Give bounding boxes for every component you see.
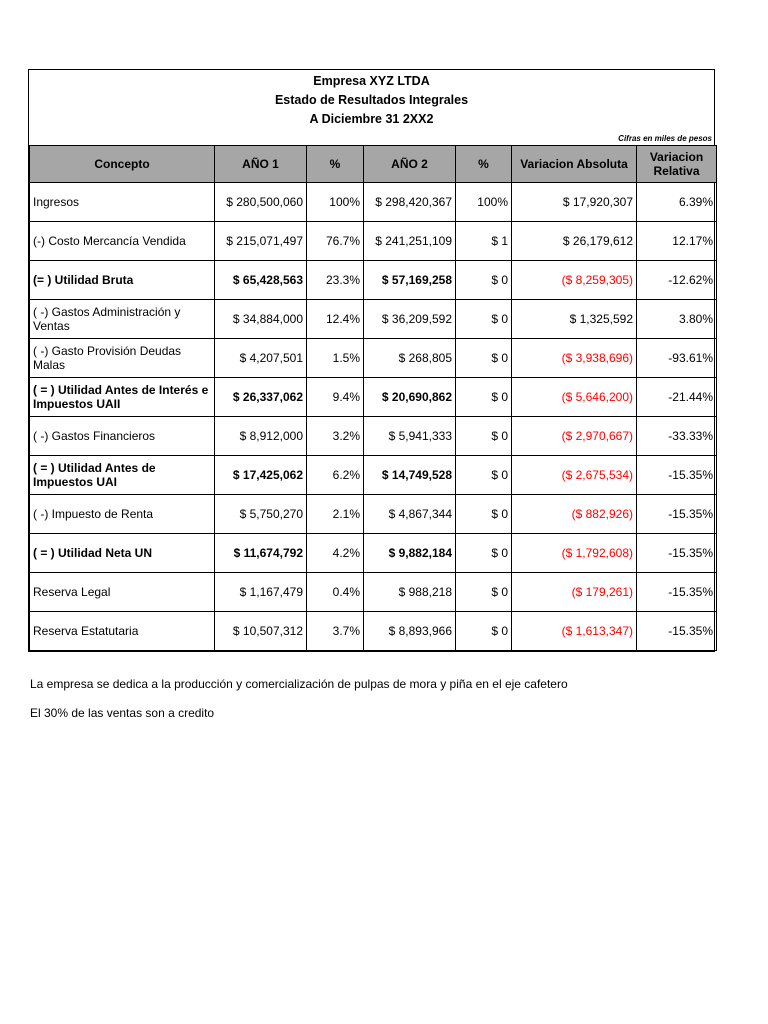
concept-cell: ( = ) Utilidad Neta UN [30, 534, 215, 573]
year2-pct: $ 0 [456, 534, 512, 573]
rel-variation: 6.39% [637, 183, 717, 222]
col-header-pct1: % [307, 146, 364, 183]
income-statement [28, 69, 715, 652]
year1-value: $ 1,167,479 [215, 573, 307, 612]
year2-pct: $ 0 [456, 573, 512, 612]
statement-date: A Diciembre 31 2XX2 [309, 112, 434, 126]
year2-pct: $ 0 [456, 495, 512, 534]
year1-value: $ 17,425,062 [215, 456, 307, 495]
year2-pct: $ 0 [456, 300, 512, 339]
rel-variation: -93.61% [637, 339, 717, 378]
rel-variation: -15.35% [637, 534, 717, 573]
year1-pct: 6.2% [307, 456, 364, 495]
table-row [30, 495, 717, 534]
units-note: Cifras en miles de pesos [618, 134, 712, 143]
abs-variation: ($ 1,613,347) [512, 612, 637, 651]
year1-pct: 4.2% [307, 534, 364, 573]
table-row [30, 378, 717, 417]
table-header-row [30, 146, 717, 183]
table-row [30, 222, 717, 261]
year2-value: $ 5,941,333 [364, 417, 456, 456]
rel-variation: -15.35% [637, 495, 717, 534]
abs-variation: ($ 2,675,534) [512, 456, 637, 495]
abs-variation: ($ 8,259,305) [512, 261, 637, 300]
year2-pct: 100% [456, 183, 512, 222]
year1-value: $ 65,428,563 [215, 261, 307, 300]
abs-variation: $ 17,920,307 [512, 183, 637, 222]
concept-cell: (-) Costo Mercancía Vendida [30, 222, 215, 261]
abs-variation: $ 1,325,592 [512, 300, 637, 339]
year1-pct: 100% [307, 183, 364, 222]
abs-variation: ($ 1,792,608) [512, 534, 637, 573]
table-row [30, 261, 717, 300]
abs-variation: ($ 5,646,200) [512, 378, 637, 417]
year1-value: $ 26,337,062 [215, 378, 307, 417]
year2-value: $ 57,169,258 [364, 261, 456, 300]
footer-note-business: La empresa se dedica a la producción y comercialización de pulpas de mora y piña en el eje cafetero [30, 677, 568, 691]
year1-pct: 1.5% [307, 339, 364, 378]
concept-cell: Reserva Legal [30, 573, 215, 612]
abs-variation: $ 26,179,612 [512, 222, 637, 261]
abs-variation: ($ 882,926) [512, 495, 637, 534]
year1-pct: 2.1% [307, 495, 364, 534]
col-header-pct2: % [456, 146, 512, 183]
concept-cell: Ingresos [30, 183, 215, 222]
year2-value: $ 4,867,344 [364, 495, 456, 534]
rel-variation: -15.35% [637, 573, 717, 612]
table-row [30, 534, 717, 573]
year1-value: $ 280,500,060 [215, 183, 307, 222]
year2-value: $ 14,749,528 [364, 456, 456, 495]
year2-pct: $ 0 [456, 456, 512, 495]
table-row [30, 339, 717, 378]
concept-cell: ( = ) Utilidad Antes de Interés e Impuestos UAII [30, 378, 215, 417]
abs-variation: ($ 179,261) [512, 573, 637, 612]
year2-pct: $ 1 [456, 222, 512, 261]
company-name: Empresa XYZ LTDA [313, 74, 430, 88]
year2-value: $ 36,209,592 [364, 300, 456, 339]
concept-cell: ( -) Gastos Administración y Ventas [30, 300, 215, 339]
abs-variation: ($ 2,970,667) [512, 417, 637, 456]
statement-title: Estado de Resultados Integrales [274, 93, 469, 107]
year1-value: $ 215,071,497 [215, 222, 307, 261]
year1-pct: 12.4% [307, 300, 364, 339]
col-header-year1: AÑO 1 [215, 146, 307, 183]
concept-cell: (= ) Utilidad Bruta [30, 261, 215, 300]
table-row [30, 300, 717, 339]
year1-pct: 0.4% [307, 573, 364, 612]
concept-cell: ( -) Gasto Provisión Deudas Malas [30, 339, 215, 378]
year1-value: $ 5,750,270 [215, 495, 307, 534]
col-header-rel-variation: Variacion Relativa [637, 146, 717, 183]
year2-value: $ 268,805 [364, 339, 456, 378]
year1-pct: 3.7% [307, 612, 364, 651]
year2-pct: $ 0 [456, 612, 512, 651]
year2-value: $ 298,420,367 [364, 183, 456, 222]
concept-cell: Reserva Estatutaria [30, 612, 215, 651]
year1-value: $ 11,674,792 [215, 534, 307, 573]
table-row [30, 573, 717, 612]
rel-variation: -15.35% [637, 456, 717, 495]
rel-variation: -15.35% [637, 612, 717, 651]
statement-header [29, 70, 714, 145]
abs-variation: ($ 3,938,696) [512, 339, 637, 378]
year1-pct: 9.4% [307, 378, 364, 417]
year2-pct: $ 0 [456, 378, 512, 417]
col-header-abs-variation: Variacion Absoluta [512, 146, 637, 183]
rel-variation: 3.80% [637, 300, 717, 339]
year2-value: $ 20,690,862 [364, 378, 456, 417]
col-header-concept: Concepto [30, 146, 215, 183]
year2-value: $ 241,251,109 [364, 222, 456, 261]
year1-value: $ 4,207,501 [215, 339, 307, 378]
table-row [30, 456, 717, 495]
concept-cell: ( -) Impuesto de Renta [30, 495, 215, 534]
rel-variation: 12.17% [637, 222, 717, 261]
rel-variation: -21.44% [637, 378, 717, 417]
concept-cell: ( -) Gastos Financieros [30, 417, 215, 456]
year2-pct: $ 0 [456, 339, 512, 378]
year1-value: $ 10,507,312 [215, 612, 307, 651]
table-row [30, 417, 717, 456]
table-row [30, 183, 717, 222]
footer-note-credit: El 30% de las ventas son a credito [30, 706, 215, 720]
year1-pct: 76.7% [307, 222, 364, 261]
year1-value: $ 8,912,000 [215, 417, 307, 456]
year2-pct: $ 0 [456, 261, 512, 300]
year2-value: $ 9,882,184 [364, 534, 456, 573]
year2-value: $ 8,893,966 [364, 612, 456, 651]
results-table [29, 145, 717, 651]
year1-pct: 23.3% [307, 261, 364, 300]
year1-pct: 3.2% [307, 417, 364, 456]
rel-variation: -33.33% [637, 417, 717, 456]
rel-variation: -12.62% [637, 261, 717, 300]
concept-cell: ( = ) Utilidad Antes de Impuestos UAI [30, 456, 215, 495]
year2-pct: $ 0 [456, 417, 512, 456]
year2-value: $ 988,218 [364, 573, 456, 612]
col-header-year2: AÑO 2 [364, 146, 456, 183]
year1-value: $ 34,884,000 [215, 300, 307, 339]
table-row [30, 612, 717, 651]
